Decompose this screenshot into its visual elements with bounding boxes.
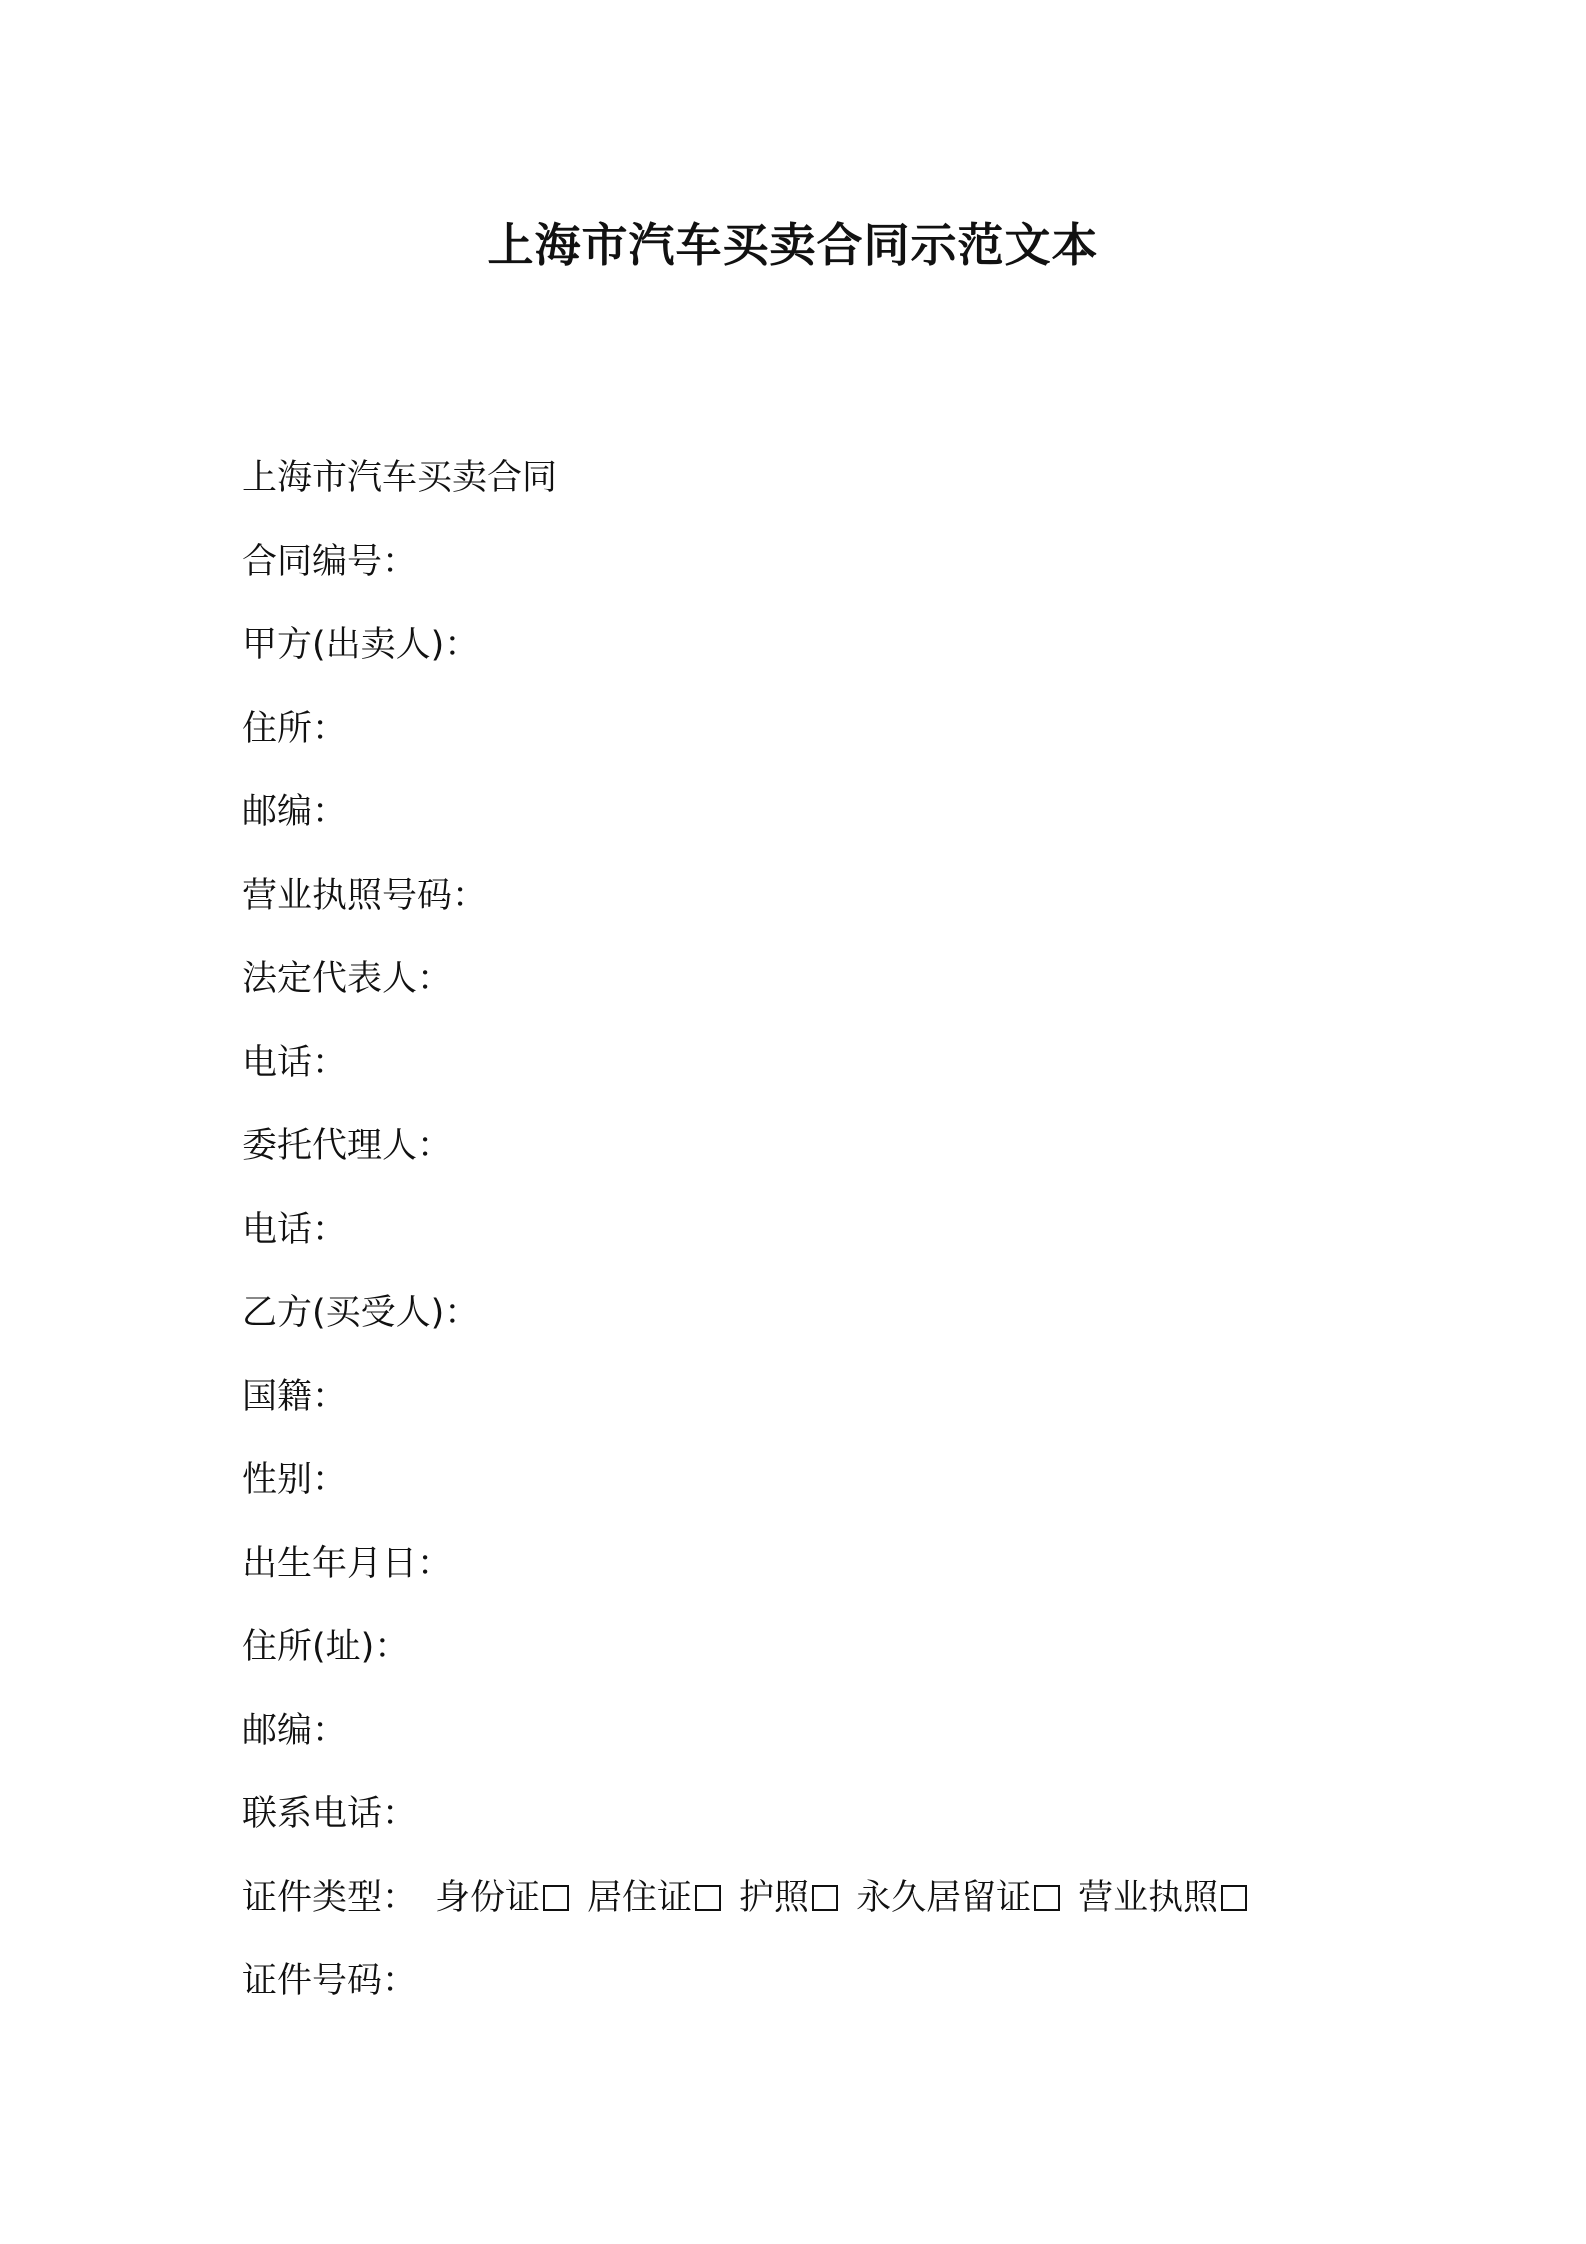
field-contact-phone: 联系电话： xyxy=(242,1794,418,1834)
id-option-label: 护照 xyxy=(739,1877,810,1918)
id-type-label: 证件类型： xyxy=(242,1877,418,1918)
id-option-permanent-residence[interactable] xyxy=(856,1868,1060,1928)
field-id-type xyxy=(242,1868,1442,1952)
field-party-a-postcode: 邮编： xyxy=(242,792,348,832)
field-nationality: 国籍： xyxy=(242,1376,348,1417)
field-agent-phone: 电话： xyxy=(242,1209,348,1250)
checkbox-icon[interactable] xyxy=(695,1885,721,1911)
field-contract-number: 合同编号： xyxy=(242,541,418,582)
document-title: 上海市汽车买卖合同示范文本 xyxy=(487,218,1099,272)
id-option-label: 居住证 xyxy=(587,1877,693,1918)
id-option-passport[interactable] xyxy=(739,1868,838,1928)
field-legal-representative: 法定代表人： xyxy=(242,959,453,999)
field-id-number: 证件号码： xyxy=(242,1961,418,2001)
id-option-label: 身份证 xyxy=(435,1877,541,1918)
id-option-residence-permit[interactable] xyxy=(587,1868,721,1928)
field-authorized-agent: 委托代理人： xyxy=(242,1126,453,1166)
field-party-b-address: 住所(址)： xyxy=(242,1627,410,1667)
id-option-label: 营业执照 xyxy=(1078,1877,1219,1918)
field-date-of-birth: 出生年月日： xyxy=(242,1543,453,1584)
id-option-business-license[interactable] xyxy=(1078,1868,1247,1928)
field-party-b-postcode: 邮编： xyxy=(242,1710,348,1751)
field-party-a-address: 住所： xyxy=(242,708,348,749)
checkbox-icon[interactable] xyxy=(1221,1885,1247,1911)
id-option-id-card[interactable] xyxy=(435,1868,569,1928)
field-party-a-phone: 电话： xyxy=(242,1042,348,1083)
field-party-a-seller: 甲方(出卖人)： xyxy=(242,625,480,665)
contract-heading: 上海市汽车买卖合同 xyxy=(242,458,558,498)
field-gender: 性别： xyxy=(242,1460,348,1500)
contract-body xyxy=(242,448,1442,2035)
checkbox-icon[interactable] xyxy=(812,1885,838,1911)
field-business-license-number: 营业执照号码： xyxy=(242,875,488,916)
checkbox-icon[interactable] xyxy=(543,1885,569,1911)
field-party-b-buyer: 乙方(买受人)： xyxy=(242,1293,480,1333)
checkbox-icon[interactable] xyxy=(1034,1885,1060,1911)
id-option-label: 永久居留证 xyxy=(856,1877,1032,1918)
